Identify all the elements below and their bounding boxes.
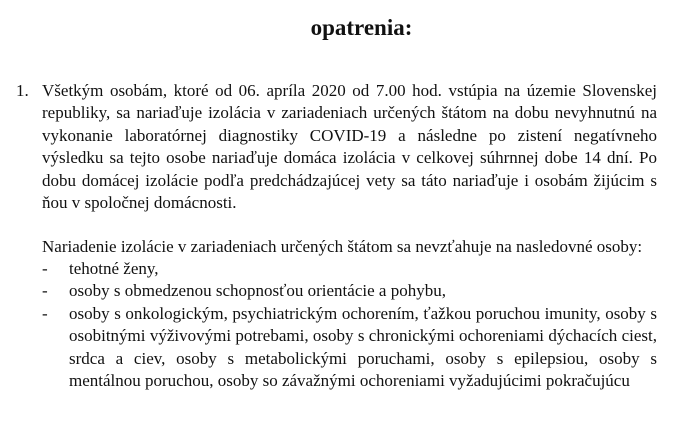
item-number: 1. — [16, 81, 29, 100]
list-item — [42, 303, 657, 393]
exception-intro: Nariadenie izolácie v zariadeniach určených štátom sa nevzťahuje na nasledovné osoby: — [42, 237, 643, 256]
section-heading: opatrenia: — [310, 15, 413, 40]
list-item-text: osoby s onkologickým, psychiatrickým ochorením, ťažkou poruchou imunity, osoby s osobitnými výživovými potrebami, osoby s chronickými ochoreniami dýchacích ciest, srdca a ciev, osoby s metabolickými poruchami, osoby s epilepsiou, osoby s mentálnou poruchou, osoby so závažnými ochoreniami vyžadujúcimi pokračujúcu — [69, 303, 657, 391]
list-item-text: tehotné ženy, — [69, 259, 159, 278]
dash-bullet: - — [42, 259, 48, 278]
list-item — [42, 258, 657, 280]
list-item — [42, 280, 657, 302]
dash-bullet: - — [42, 281, 48, 301]
exception-list — [42, 258, 657, 392]
dash-bullet: - — [42, 303, 48, 323]
list-item-text: osoby s obmedzenou schopnosťou orientácie a pohybu, — [69, 281, 446, 301]
item-paragraph: Všetkým osobám, ktoré od 06. apríla 2020 od 7.00 hod. vstúpia na územie Slovenskej republiky, sa nariaďuje izolácia v zariadeniach určených štátom na dobu nevyhnutnú na vykonanie laboratórnej diagnostiky COVID-19 a následne po zistení negatívneho výsledku sa tejto osobe nariaďuje domáca izolácia v celkovej súhrnnej dobe 14 dní. Po dobu domácej izolácie podľa predchádzajúcej vety sa táto nariaďuje i osobám žijúcim s ňou v spoločnej domácnosti. — [42, 81, 657, 213]
